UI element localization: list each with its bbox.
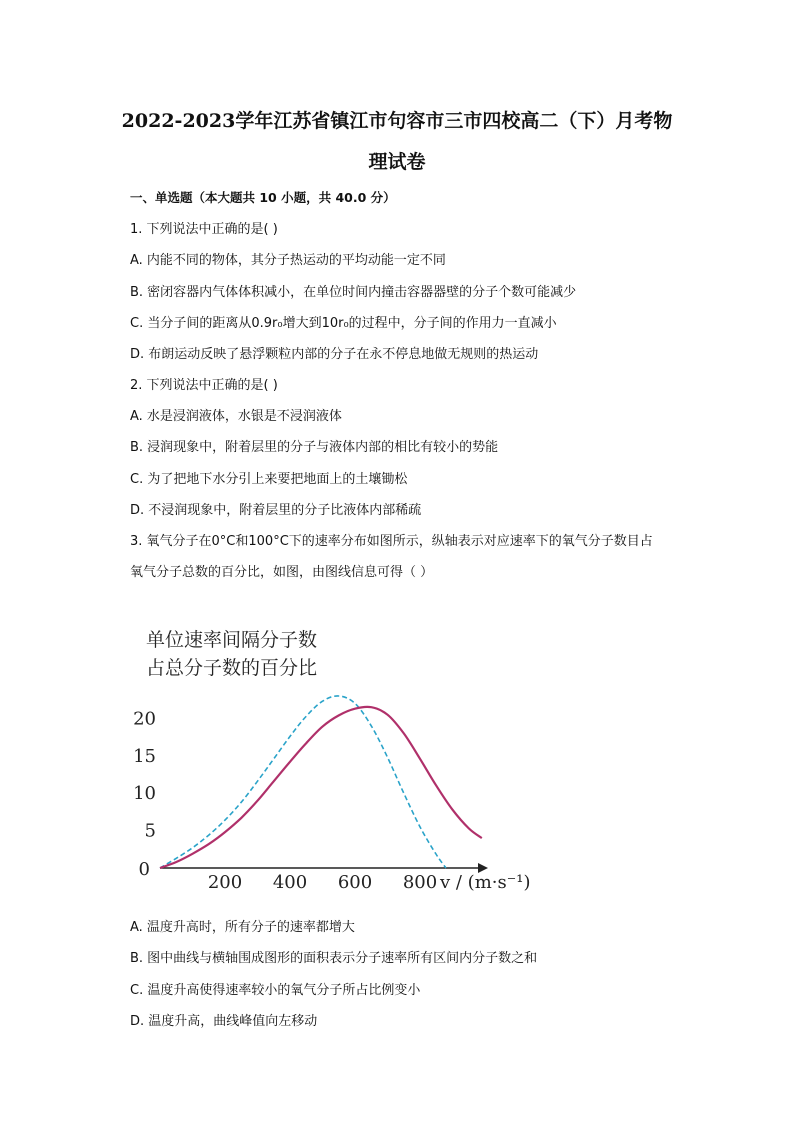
y-tick-label: 10 — [133, 783, 156, 805]
chart-ylabel-line1: 单位速率间隔分子数 — [146, 629, 318, 651]
question-2-option-d: D. 不浸润现象中，附着层里的分子比液体内部稀疏 — [130, 503, 422, 518]
question-3-option-d: D. 温度升高，曲线峰值向左移动 — [130, 1014, 318, 1029]
x-tick-label: 200 — [207, 872, 243, 893]
exam-title-line1: 2022-2023学年江苏省镇江市句容市三市四校高二（下）月考物 — [121, 110, 673, 132]
series-line-0c — [160, 696, 446, 868]
question-1-option-d: D. 布朗运动反映了悬浮颗粒内部的分子在永不停息地做无规则的热运动 — [130, 347, 539, 362]
section-heading: 一、单选题（本大题共 10 小题，共 40.0 分） — [130, 190, 396, 205]
question-3-option-b: B. 图中曲线与横轴围成图形的面积表示分子速率所有区间内分子数之和 — [130, 951, 538, 966]
question-2-option-b: B. 浸润现象中，附着层里的分子与液体内部的相比有较小的势能 — [130, 440, 499, 455]
question-3-option-c: C. 温度升高使得速率较小的氧气分子所占比例变小 — [130, 983, 421, 998]
y-tick-label: 15 — [133, 745, 156, 767]
exam-title-line2: 理试卷 — [368, 151, 426, 173]
question-2-option-a: A. 水是浸润液体，水银是不浸润液体 — [130, 409, 342, 424]
question-1-option-c: C. 当分子间的距离从0.9r₀增大到10r₀的过程中，分子间的作用力一直减小 — [130, 316, 557, 331]
x-tick-label: 800 — [402, 872, 438, 893]
x-tick-label: 400 — [272, 872, 308, 893]
question-2-option-c: C. 为了把地下水分引上来要把地面上的土壤锄松 — [130, 472, 408, 487]
y-tick-label: 20 — [133, 708, 156, 730]
x-axis-label: v / (m·s⁻¹) — [440, 872, 531, 893]
question-3-option-a: A. 温度升高时，所有分子的速率都增大 — [130, 920, 355, 935]
speed-distribution-chart — [128, 618, 568, 898]
x-tick-label: 600 — [337, 872, 373, 893]
question-2-stem: 2. 下列说法中正确的是( ) — [130, 378, 278, 393]
question-1-option-b: B. 密闭容器内气体体积减小，在单位时间内撞击容器器壁的分子个数可能减少 — [130, 285, 577, 300]
question-1-stem: 1. 下列说法中正确的是( ) — [130, 222, 278, 237]
y-tick-label: 5 — [144, 820, 156, 842]
chart-ylabel-line2: 占总分子数的百分比 — [146, 657, 318, 679]
question-1-option-a: A. 内能不同的物体，其分子热运动的平均动能一定不同 — [130, 253, 446, 268]
question-3-stem-line1: 3. 氧气分子在0°C和100°C下的速率分布如图所示，纵轴表示对应速率下的氧气分子数目占 — [130, 534, 653, 549]
series-line-100c — [160, 707, 482, 868]
origin-label: 0 — [138, 859, 150, 880]
question-3-stem-line2: 氧气分子总数的百分比，如图，由图线信息可得（ ） — [130, 565, 434, 580]
